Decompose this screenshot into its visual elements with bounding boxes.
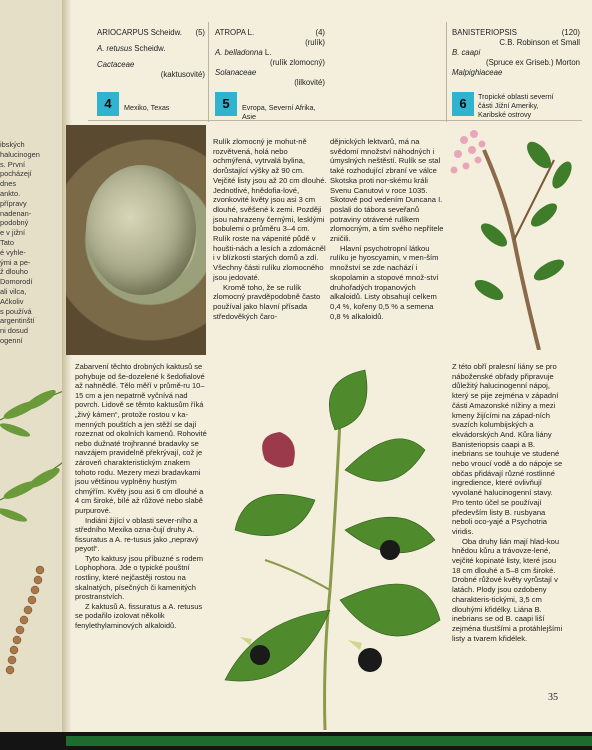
previous-page-line: Ačkoliv (0, 296, 24, 306)
region-text: Tropické oblasti severní části Jižní Ameriky, Karibské ostrovy (478, 92, 554, 119)
genus-name: ATROPA (215, 28, 246, 37)
bottom-edge (0, 732, 592, 750)
previous-page-line: argentinští (0, 316, 35, 326)
previous-page-line: ali vilca, (0, 286, 27, 296)
entry-header-ariocarpus: ARIOCARPUS Scheidw. (5) A. retusus Scheidw. Cactaceae (kaktusovité) (97, 28, 205, 79)
previous-page-line: pocházejí (0, 169, 32, 179)
cactus-photo (66, 125, 206, 355)
region-text: Evropa, Severní Afrika, Asie (242, 103, 316, 121)
entry-header-atropa: ATROPA L. (4) (rulík) A. belladonna L. (rulík zlomocný) Solanaceae (lilkovité) (215, 28, 325, 87)
green-bar (66, 736, 592, 746)
previous-page-line: Domorodí (0, 277, 33, 287)
genus-name: BANISTERIOPSIS (452, 28, 517, 37)
previous-page-line: podobný (0, 218, 29, 228)
previous-page-line: ni dosud (0, 326, 28, 336)
previous-page-line: é vyhle- (0, 247, 26, 257)
ariocarpus-description: Zabarvení těchto drobných kaktusů se pohybuje od še-dozelené k šedofialové až nahnědlé. Tělo měří v průmě-ru 10–15 cm a jen nepatrně vyčnívá nad povrch. Lidově se těmto kaktusům říká „živý kámen“, protože rostou v ka-menných pouštích a jen stěží se dají rozeznat od okolních kamenů. Rohovité nebo dužnaté trojhranné bradavky se navzájem pravidelně překrývají, což je zároveň charakteristickým znakem tohoto rodu. Mezery mezi bradavkami jsou většinou vyplněny hustým chmýřím. Květy jsou asi 6 cm dlouhé a 4 cm široké, bílé až růžové nebo slabě purpurové. Indiáni žijící v oblasti sever-ního a středního Mexika ozna-čují druhy A. fissuratus a A. re-tusus jako „nepravý peyotl“. Tyto kaktusy jsou příbuzné s rodem Lophophora. Jde o typické pouštní rostliny, které nejčastěji rostou na skalnatých, písečných či kamenitých prostranstvích. Z kaktusů A. fissuratus a A. retusus se podařilo izolovat několik fenylethylaminových alkaloidů. (75, 362, 207, 631)
previous-page-line: s používá (0, 306, 32, 316)
page-number: 35 (548, 692, 558, 703)
family-czech: (lilkovité) (294, 78, 325, 87)
book-gutter (62, 0, 72, 750)
previous-page-line: přípravy (0, 198, 27, 208)
species-count: (120) (561, 28, 580, 37)
species-count: (5) (195, 28, 205, 37)
banisteriopsis-illustration (444, 120, 582, 350)
previous-page-line: ibských (0, 140, 25, 149)
divider (208, 22, 209, 122)
previous-page-line: ž dlouho (0, 267, 28, 277)
previous-page-line: ogenní (0, 335, 23, 345)
family-name: Solanaceae (215, 68, 257, 77)
fern-illustration (0, 360, 66, 720)
genus-name: ARIOCARPUS (97, 28, 149, 37)
previous-page-text (0, 140, 58, 346)
banisteriopsis-description: Z této obří pralesní liány se pro náboženské obřady připravuje důležitý halucinogenní nápoj, který se pije zejména v západní části Amazonské nížiny a mezi kmeny žijícími na západ-ních svazích kolumbijských a ekvádorských And. Kůra liány Banisteriopsis caapi a B. inebrians se touhuje ve studené nebo vroucí vodě a do nápoje se občas přidávají různé rostlinné ingredience, které ovlivňují vyvolané halucinogenní stavy. Pro tento účel se používají především listy B. rusbyana neboli oco-yajé a Psychotria viridis. Oba druhy lián mají hlad-kou hnědou kůru a trávovze-lené, vejčité kopinaté listy, které jsou 18 cm dlouhé a 5–8 cm široké. Drobné růžové květy vyrůstají v latách. Plody jsou ozdobeny charakteris-tickými, 3,5 cm dlouhými křidélky. Liána B. inebrians se od B. caapi liší zejména tlustšími a protáhlejšími listy a tvarem křidélek. (452, 362, 563, 643)
region-text: Mexiko, Texas (124, 103, 170, 112)
family-name: Cactaceae (97, 60, 135, 69)
species-count: (4) (315, 28, 325, 37)
entry-header-banisteriopsis: BANISTERIOPSIS (120) C.B. Robinson et Small B. caapi (Spruce ex Griseb.) Morton Malpighiaceae (452, 28, 580, 77)
previous-page-line: dnes (0, 179, 17, 189)
entry-number-badge: 4 (97, 92, 119, 116)
family-name: Malpighiaceae (452, 68, 503, 77)
previous-page-line: ými a pe- (0, 257, 31, 267)
species-name: A. belladonna (215, 48, 263, 57)
previous-page-line: nadenan- (0, 208, 32, 218)
belladonna-illustration (205, 360, 445, 730)
previous-page-line: halucinogen (0, 149, 40, 159)
previous-page-line: ankto. (0, 188, 21, 198)
entry-number-badge: 6 (452, 92, 474, 116)
entry-number-badge: 5 (215, 92, 237, 116)
species-name: B. caapi (452, 48, 481, 57)
previous-page-edge (0, 0, 67, 750)
species-name: A. retusus (97, 44, 133, 53)
previous-page-line: Tato (0, 237, 14, 247)
atropa-description-1: Rulík zlomocný je mohut-ně rozvětvená, holá nebo ochmýřená, vytrvalá bylina, dorůstající výšky až 90 cm. Vejčité listy jsou až 20 cm dlouhé. Jednotlivé, hnědofia-lové, zvonkovité květy jsou asi 3 cm dlouhé, svěšené k zemi. Později jsou nahrazeny černými, lesklými bobulemi o průměru 3–4 cm. Rulík roste na vápenité půdě v houšti-nách a lesích a zdomácněl i v blízkosti starých domů a zdí. Všechny části rulíku zlomocného jsou jedovaté. Kromě toho, že se rulík zlomocný pravděpodobně často používal jako hlavní přísada středověkých čaro- (213, 137, 327, 321)
previous-page-line: e v jižní (0, 228, 26, 238)
cactus-body (86, 165, 196, 295)
family-czech: (kaktusovité) (160, 70, 205, 79)
atropa-description-2: dějnických lektvarů, má na svědomí množství náhodných i úmyslných neštěstí. Rulík se stal také rozhodující zbraní ve válce Skotska proti nor-skému králi Svenu Canutovi v roce 1035. Skotové pod vedením Duncana I. poslali do tábora seveřanů potraviny otrávené rulíkem zlomocným, a tím svého nepřítele zničili. Hlavní psychotropní látkou rulíku je hyoscyamin, v men-ším množství se zde nachází i skopolamin a stopové množ-ství druhořadých tropanových alkaloidů. Listy obsahují celkem 0,4 %, kořeny 0,5 % a semena 0,8 % alkaloidů. (330, 137, 444, 321)
previous-page-line: s. První (0, 159, 26, 169)
divider (446, 22, 447, 122)
